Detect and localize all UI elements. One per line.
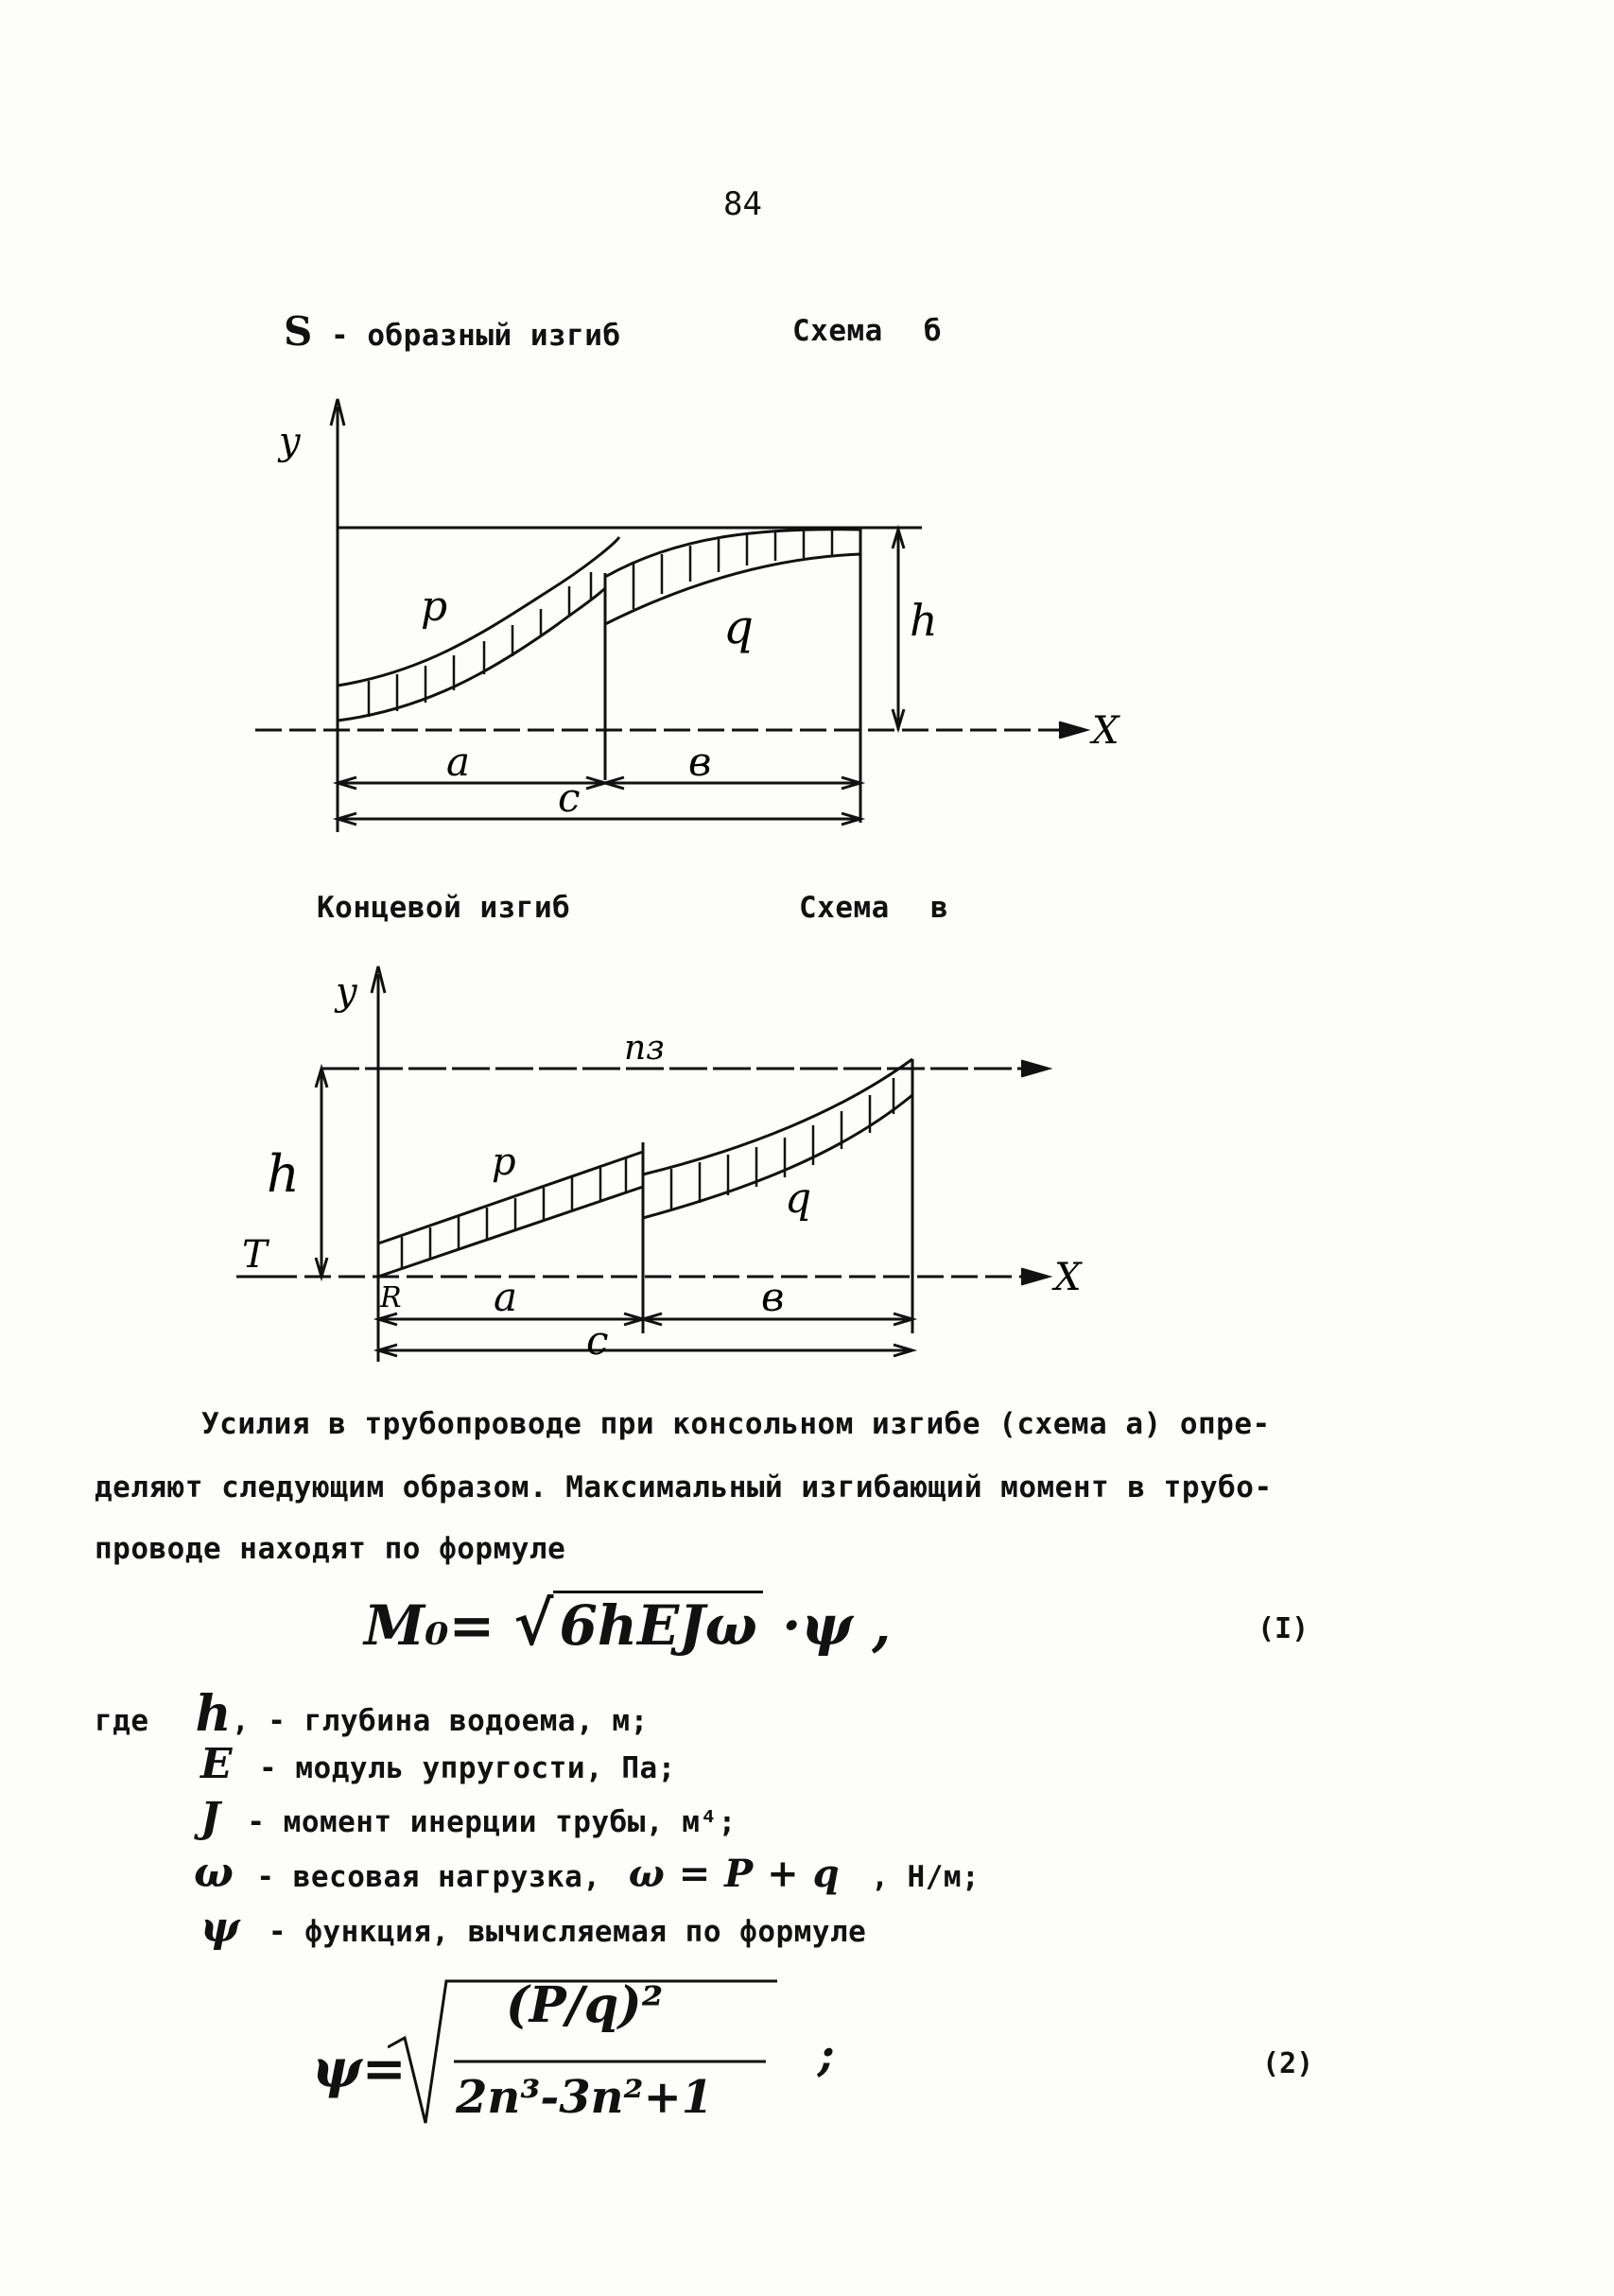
definition-h [95, 1685, 649, 1743]
scheme-b-label-word: Схема [792, 314, 883, 348]
scheme-b-a-label: a [446, 739, 471, 785]
formula-1-lhs: M₀= [364, 1593, 495, 1658]
formula-1 [364, 1589, 891, 1660]
scheme-v-label-word: Схема [799, 891, 890, 925]
scheme-v-y-label: y [336, 970, 357, 1014]
formula-2-tail: ; [818, 2028, 835, 2081]
definition-J-text: - момент инерции трубы, м⁴; [247, 1805, 737, 1839]
definition-h-symbol: h [195, 1685, 232, 1743]
formula-2-numerator: (P/q)² [506, 1976, 664, 2034]
definition-E-symbol: E [200, 1740, 234, 1788]
scheme-v-x-label: X [1054, 1256, 1082, 1299]
scheme-b-letter: б [924, 314, 943, 348]
scheme-v-top-label: nз [624, 1029, 665, 1068]
scheme-b-symbol: S [284, 308, 313, 355]
scheme-b-p-label: p [421, 583, 448, 631]
scheme-v-b-label: в [761, 1274, 785, 1320]
scheme-v-title: Концевой изгиб [317, 891, 571, 925]
scheme-v-q-label: q [785, 1174, 812, 1223]
definition-omega-unit: , Н/м; [871, 1860, 981, 1894]
formula-1-number: (I) [1258, 1612, 1310, 1645]
sqrt-sign-1: √ [513, 1589, 554, 1660]
scheme-v-diagram [217, 955, 1116, 1371]
scheme-v-label [799, 891, 948, 925]
paragraph-line-2: деляют следующим образом. Максимальный изгибающий момент в трубо- [95, 1470, 1273, 1505]
scheme-b-x-label: X [1092, 709, 1119, 753]
definition-E-text: - модуль упругости, Па; [259, 1751, 676, 1785]
scheme-b-c-label: c [558, 774, 581, 821]
scheme-v-h-label: h [267, 1144, 300, 1204]
page-number: 84 [723, 185, 762, 223]
definition-psi-symbol: ψ [200, 1904, 240, 1952]
formula-1-tail: ·ψ , [782, 1593, 892, 1658]
scheme-v-a-label: a [494, 1274, 518, 1320]
scheme-b-q-label: q [723, 600, 755, 654]
formula-2-number: (2) [1262, 2047, 1314, 2080]
scheme-v-R-label: R [380, 1281, 402, 1314]
definition-prefix: где [95, 1704, 149, 1738]
definition-omega-text: - весовая нагрузка, [256, 1860, 601, 1894]
scheme-b-label [792, 314, 942, 348]
formula-2-denominator: 2n³-3n²+1 [456, 2071, 714, 2124]
scheme-b-b-label: в [688, 739, 712, 785]
scheme-b-title [284, 308, 621, 355]
formula-2-lhs: ψ= [312, 2038, 407, 2100]
definition-h-text: , - глубина водоема, м; [231, 1704, 649, 1738]
definition-psi [200, 1904, 866, 1952]
paragraph-line-3: проводе находят по формуле [95, 1532, 566, 1566]
scheme-b-diagram [236, 388, 1135, 842]
scheme-v-p-label: p [492, 1140, 516, 1184]
scheme-b-h-label: h [910, 595, 938, 646]
definition-J-symbol: J [200, 1794, 221, 1842]
definition-E [200, 1740, 676, 1788]
definition-omega [194, 1849, 980, 1897]
scheme-b-y-label: y [279, 420, 301, 463]
definition-omega-symbol: ω [194, 1849, 234, 1897]
definition-psi-text: - функция, вычисляемая по формуле [268, 1915, 867, 1949]
scheme-v-T-label: T [242, 1233, 268, 1277]
paragraph-line-1: Усилия в трубопроводе при консольном изгибе (схема а) опре- [201, 1407, 1271, 1441]
scheme-v-c-label: c [586, 1317, 609, 1364]
scheme-v-letter: в [930, 891, 949, 925]
definition-J [200, 1794, 737, 1842]
formula-1-radicand: 6hEJω [553, 1591, 762, 1658]
definition-omega-formula: ω = P + q [628, 1852, 841, 1896]
scheme-b-title-text: - образный изгиб [331, 319, 621, 353]
